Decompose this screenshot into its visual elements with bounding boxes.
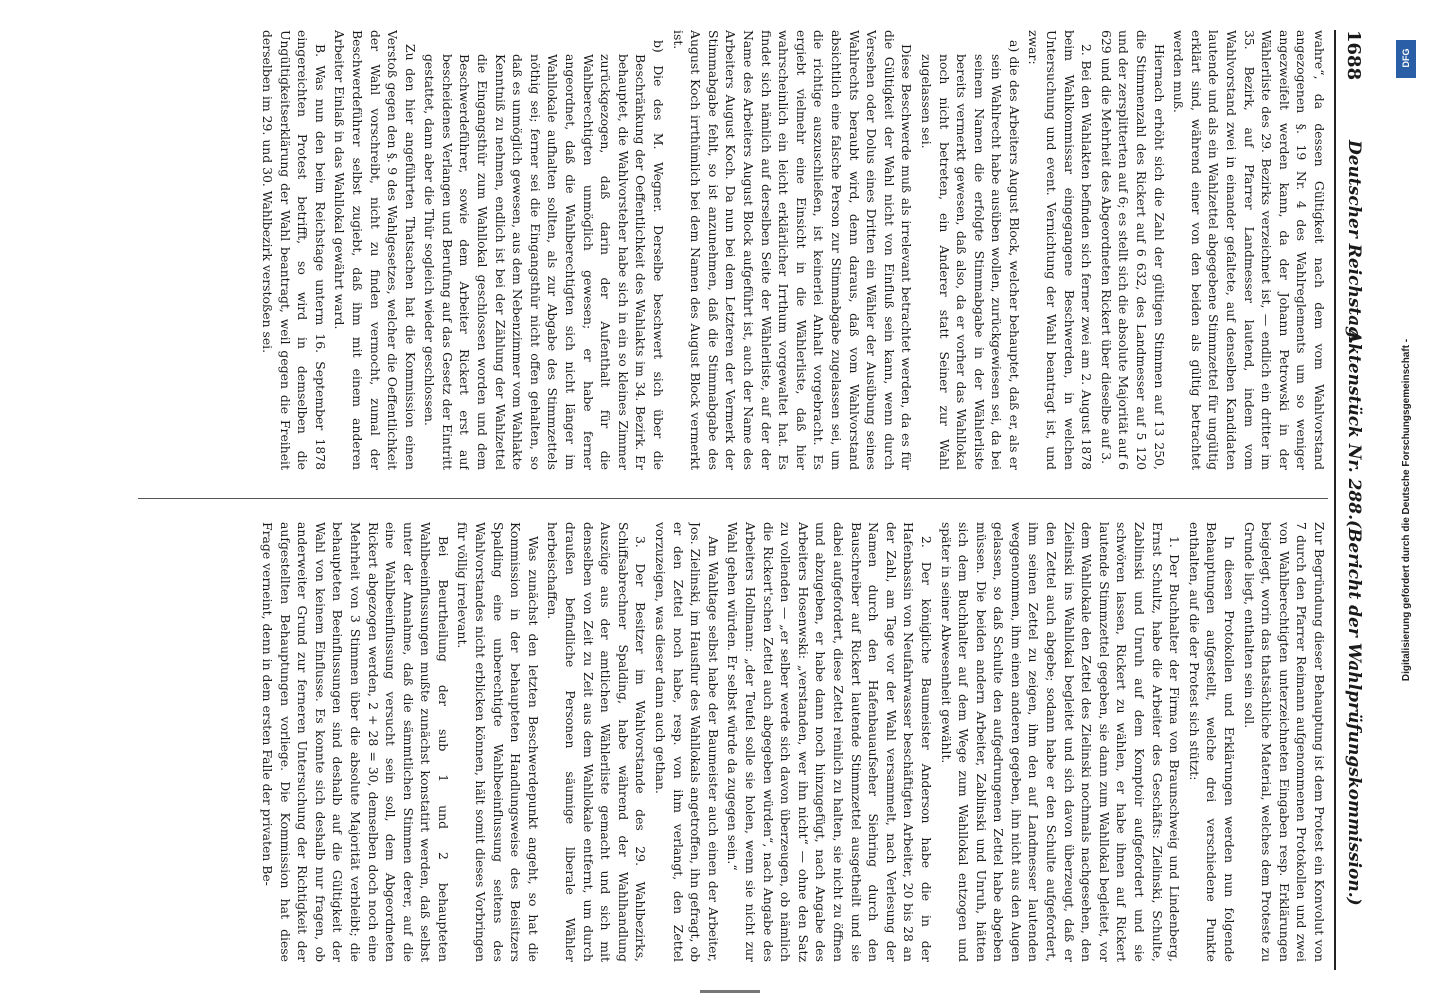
paragraph: Zu den hier angeführten Thatsachen hat die Kommission einen Verstoß gegen den §. 9 des Wahlgesetzes, welcher die Oeffentlichkeit der Wahl vorschreibt, nicht zu finden vermocht, zumal der Beschwerdeführer selbst zugiebt, daß ihm mit einem anderen Arbeiter Einlaß in das Wahllokal gewährt ward. — [332, 30, 418, 470]
paragraph: Diese Beschwerde muß als irrelevant betrachtet werden, da es für die Gültigkeit der Wahl nicht von Einfluß sein kann, wenn durch Versehen oder Dolus eines Dritten ein Wähler der Ausübung seines Wahlrechts beraubt wird, denn daraus, daß vom Wahlvorstand absichtlich eine falsche Person zur Stimmabgabe zugelassen sei, um die richtige auszuschließen, ist keinerlei Anhalt vorgebracht. Es ergiebt vielmehr eine Einsicht in die Wählerliste, daß hier wahrscheinlich ein leicht erklärlicher Irrthum vorgewaltet hat. Es findet sich nämlich auf derselben Seite der Wählerliste, auf der der Name des Arbeiters August Block aufgeführt ist, auch der Name des Arbeiters August Koch. Da nun bei dem Letzteren der Vermerk der Stimmabgabe fehlt, so ist anzunehmen, daß die Stimmabgabe des August Koch irrthümlich bei dem Namen des August Block vermerkt ist. — [670, 30, 915, 470]
dfg-logo: DFG — [1396, 40, 1416, 78]
paragraph: B. Was nun den beim Reichstage unterm 16. September 1878 eingereichten Protest betrifft, so wird in demselben die Ungültigkeitserklärung der Wahl beantragt, weil gegen die Freiheit derselben im 29. und 30. Wahlbezirk verstoßen sei. — [259, 30, 328, 470]
page-header — [1338, 30, 1368, 970]
document-reference: Aktenstück Nr. 288. — [1344, 330, 1364, 521]
paragraph: 2. Der königliche Baumeister Anderson habe die in der Hafenbassin von Neufahrwasser beschäftigten Arbeiter, 20 bis 28 an der Zahl, am Tage vor der Wahl versammelt, nach Verlesung der Namen durch den Hafenbauaufseher Siehring durch den Bauschreiber auf Rickert lautende Stimmzettel ausgetheilt und sie dabei aufgefordert, diese Zettel reinlich zu halten, sie nicht zu öffnen und abzugeben, er habe dann noch hinzugefügt, nach Angabe des Arbeiters Hosenwski: „verstanden, wer ihn nicht“ — ohne den Satz zu vollenden — „er selber werde sich davon überzeugen, ob nämlich die Rickert'schen Zettel auch abgegeben würden“, nach Angabe des Arbeiters Hollmann: „der Teufel solle sie holen, wenn sie nicht zur Wahl gehen würden. Er selbst würde da zugegen sein.“ — [725, 522, 934, 962]
right-text-column — [138, 522, 1328, 962]
paragraph: Bei Beurtheilung der sub 1 und 2 behaupteten Wahlbeeinflussungen mußte zunächst konstatirt werden, daß selbst unter der Annahme, daß die sämmtlichen Stimmen derer, auf die eine Wahlbeeinflussung versucht sein soll, dem Abgeordneten Rickert abgezogen werden, 2 + 28 = 30, demselben doch noch eine Mehrheit von 3 Stimmen über die absolute Majorität verbleibt; die behaupteten Beeinflussungen sind deshalb auf die Gültigkeit der Wahl von keinem Einflusse. Es konnte sich deshalb nur fragen, ob anderweiter Grund zur ferneren Untersuchung der Richtigkeit der aufgestellten Behauptungen vorliege. Die Kommission hat diese Frage verneint, denn in dem ersten Falle der privaten Be- — [259, 522, 451, 962]
rotated-document-page — [80, 0, 1380, 1000]
paragraph: wahre“, da dessen Gültigkeit nach dem vom Wahlvorstand angezogenen §. 19 Nr. 4 des Wahlreglements um so weniger angezweifelt werden kann, da der Johann Petrowski in der Wählerliste des 29. Bezirks verzeichnet ist, — endlich ein dritter im 35. Bezirk, auf Pfarrer Landmesser lautend, indem vom Wahlvorstand zwei in einander gefaltete, auf denselben Kandidaten lautende und als ein Wahlzettel abgegebene Stimmzettel für ungültig erklärt sind, während einer von den beiden als gültig betrachtet werden muß. — [1171, 30, 1327, 470]
paragraph: b) Die des M. Wegner. Derselbe beschwert sich über die Beschränkung der Oeffentlichkeit des Wahlakts im 34. Bezirk. Er behauptet, die Wahlvorsteher habe sich in ein so kleines Zimmer zurückgezogen, daß darin der Aufenthalt für die Wahlberechtigten unmöglich gewesen; er habe ferner angeordnet, daß die Wahlberechtigten sich nicht länger im Wahllokale aufhalten sollten, als zur Abgabe des Stimmzettels nöthig sei; ferner sei die Eingangsthür nicht offen gehalten, so daß es unmöglich gewesen, aus dem Nebenzimmer vom Wahlakte Kenntniß zu nehmen, endlich ist bei der Zählung der Wahlzettel die Eingangsthür zum Wahllokal geschlossen worden und dem Beschwerdeführer, sowie dem Arbeiter Rickert erst auf bescheidenes Verlangen und Berufung auf das Gesetz der Eintritt gestattet, dann aber die Thür sogleich wieder geschlossen. — [422, 40, 667, 470]
paragraph: 3. Der Besitzer im Wahlvorstande des 29. Wahlbezirks, Schiffsabrechner Spalding, habe während der Wahlhandlung Auszüge aus der amtlichen Wählerliste gemacht und sich mit denselben von Zeit zu Zeit aus dem Wahllokale entfernt, um durch draußen befindliche Personen säumige liberale Wähler herbeischaffen. — [545, 522, 649, 962]
paragraph: Was zunächst den letzten Beschwerdepunkt angeht, so hat die Kommission in der behaupteten Handlungsweise des Beisitzers Spalding eine unberechtigte Wahlbeeinflussung seitens des Wahlvorstandes nicht erblicken können, hält somit dieses Vorbringen für völlig irrelevant. — [455, 522, 541, 962]
left-text-column — [138, 30, 1328, 470]
dfg-funding-notice: Digitalisierung gefördert durch die Deutsche Forschungsgemeinschaft - — [1401, 338, 1412, 682]
paragraph: Zur Begründung dieser Behauptung ist dem Protest ein Konvolut von 7 durch den Pfarrer Reimann aufgenommenen Protokollen und zwei von Wahlberechtigten unterzeichneten Eingaben resp. Erklärungen beigelegt, worin das thatsächliche Material, welches dem Proteste zu Grunde liegt, enthalten sein soll. — [1241, 522, 1327, 962]
paragraph: Am Wahltage selbst habe der Baumeister auch einen der Arbeiter, Jos. Zielinski, im Hausflur des Wahllokals angetroffen, ihn gefragt, ob er den Zettel noch habe, resp. von ihm verlangt, den Zettel vorzuzeigen, was dieser dann auch gethan. — [653, 522, 721, 962]
column-divider — [138, 498, 1328, 499]
paragraph: Hiernach erhöht sich die Zahl der gültigen Stimmen auf 13 250, die Stimmenzahl des Rickert auf 6 632, des Landmesser auf 5 120 und der zersplitterten auf 6; es stellt sich die absolute Majorität auf 6 629 und die Mehrheit des Abgeordneten Rickert über dieselbe auf 3. — [1098, 30, 1167, 470]
paragraph: a) die des Arbeiters August Block, welcher behauptet, daß er, als er sein Wahlrecht habe ausüben wollen, zurückgewiesen sei, da bei seinem Namen die erfolgte Stimmabgabe in der Wählerliste bereits vermerkt gewesen, daß also, da er vorher das Wahllokal noch nicht betreten, ein Anderer statt Seiner zur Wahl zugelassen sei. — [918, 40, 1022, 470]
page-number: 1688 — [1343, 30, 1364, 81]
publication-title: Deutscher Reichstag. — [1344, 140, 1364, 345]
paragraph: 1. Der Buchhalter der Firma von Braunschweig und Lindenberg, Ernst Schultz, habe die Arbeiter des Geschäfts: Zielinski, Schulte, Zablinski und Unruh auf dem Komptoir aufgefordert und sie schwören lassen, Rickert zu wählen, er habe ihnen auf Rickert lautende Stimmzettel gegeben, sie dann zum Wahllokal begleitet, vor dem Wahllokale den Zettel des Zielinski nochmals nachgesehen, den Zielinski ins Wahllokal begleitet und sich davon überzeugt, daß er den Zettel auch abgebe; sodann habe er den Schulte aufgefordert, ihm seinen Zettel zu zeigen, ihm den auf Landmesser lautenden weggenommen, ihm einen anderen gegeben, ihn nicht aus den Augen gelassen, so daß Schulte den aufgedrungenen Zettel habe abgeben müssen. Die beiden andern Arbeiter, Zablinski und Unruh, hätten sich dem Buchhalter auf dem Wege zum Wahllokal entzogen und später in seiner Abwesenheit gewählt. — [938, 522, 1183, 962]
paragraph: 2. Bei den Wahlakten befinden sich ferner zwei am 2. August 1878 beim Wahlkommissar eingegangene Beschwerden, in welchen Untersuchung und event. Vernichtung der Wahl beantragt ist, und zwar: — [1026, 30, 1095, 470]
paragraph: In diesen Protokollen und Erklärungen werden nun folgende Behauptungen aufgestellt, welche drei verschiedene Punkte enthalten, auf die der Protest sich stützt: — [1186, 522, 1238, 962]
header-rule — [1334, 30, 1336, 970]
dfg-funding-strip — [1396, 40, 1422, 980]
scan-edge-mark — [700, 990, 760, 993]
section-title: (Bericht der Wahlprüfungskommission.) — [1344, 520, 1364, 906]
